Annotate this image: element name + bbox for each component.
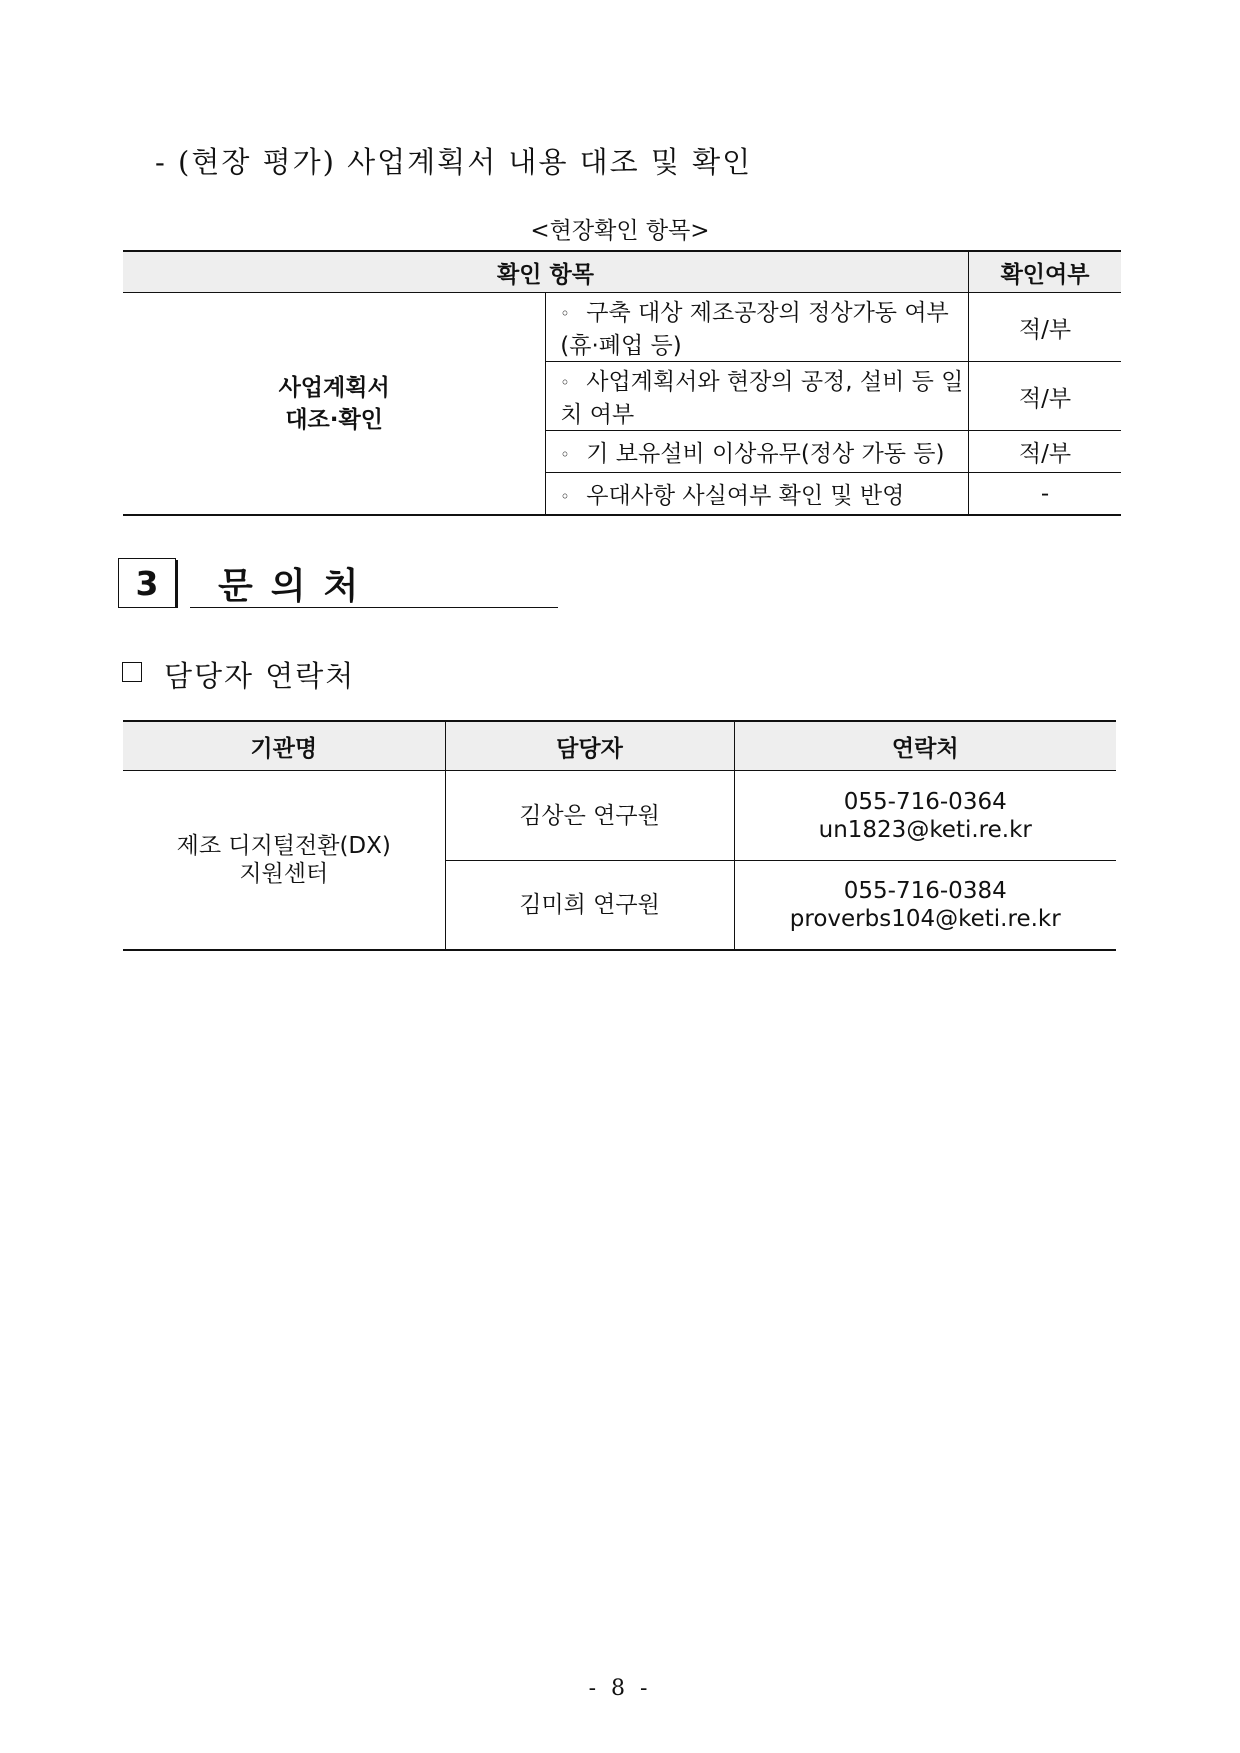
section-number-box: 3	[118, 558, 176, 608]
table-row	[123, 293, 1121, 362]
check-result-cell: 적/부	[969, 362, 1122, 431]
page-number: - 8 -	[588, 1676, 652, 1701]
section-title-underline	[190, 607, 558, 608]
field-check-table	[123, 250, 1121, 516]
check-result-cell: 적/부	[969, 431, 1122, 473]
email-address[interactable]: un1823@keti.re.kr	[818, 816, 1032, 843]
person-name: 김미희 연구원	[445, 861, 734, 950]
check-item-text: 우대사항 사실여부 확인 및 반영	[586, 483, 905, 509]
org-name-line1: 제조 디지털전환(DX)	[176, 832, 391, 859]
group-label	[123, 293, 546, 516]
group-label-line1: 사업계획서	[278, 374, 390, 401]
org-cell	[123, 771, 445, 950]
phone-number: 055-716-0384	[843, 877, 1007, 904]
header-check-item: 확인 항목	[123, 251, 969, 293]
section-title: 문의처	[218, 566, 377, 607]
field-evaluation-heading: - (현장 평가) 사업계획서 내용 대조 및 확인	[155, 145, 753, 179]
check-item-cell	[546, 431, 969, 473]
bullet-icon: ◦	[560, 487, 570, 506]
contact-table	[123, 720, 1116, 951]
header-person: 담당자	[445, 721, 734, 771]
header-contact: 연락처	[734, 721, 1116, 771]
bullet-icon: ◦	[560, 445, 570, 464]
check-table-caption: <현장확인 항목>	[530, 218, 710, 244]
checkbox-square-icon	[122, 662, 142, 682]
contact-cell	[734, 771, 1116, 861]
header-org: 기관명	[123, 721, 445, 771]
check-item-cell	[546, 473, 969, 516]
section-number-shadow	[176, 560, 178, 608]
check-result-cell: 적/부	[1018, 316, 1072, 343]
group-label-line2: 대조·확인	[285, 406, 383, 433]
contact-cell	[734, 861, 1116, 950]
header-check-result: 확인여부	[969, 251, 1122, 293]
contact-heading: 담당자 연락처	[164, 659, 356, 693]
person-name: 김상은 연구원	[445, 771, 734, 861]
check-item-text: 사업계획서와 현장의 공정, 설비 등 일치 여부	[560, 369, 964, 428]
org-name-line2: 지원센터	[239, 860, 329, 887]
table-header-row	[123, 251, 1121, 293]
bullet-icon: ◦	[560, 373, 570, 392]
bullet-icon: ◦	[560, 304, 570, 323]
email-address[interactable]: proverbs104@keti.re.kr	[789, 905, 1061, 932]
check-result-cell: -	[969, 473, 1122, 516]
check-item-cell	[546, 362, 969, 431]
check-item-text: 구축 대상 제조공장의 정상가동 여부(휴·폐업 등)	[560, 300, 949, 359]
table-row	[123, 771, 1116, 861]
phone-number: 055-716-0364	[843, 788, 1007, 815]
check-item-cell	[546, 293, 969, 362]
check-item-text: 기 보유설비 이상유무(정상 가동 등)	[586, 441, 945, 467]
table-header-row	[123, 721, 1116, 771]
